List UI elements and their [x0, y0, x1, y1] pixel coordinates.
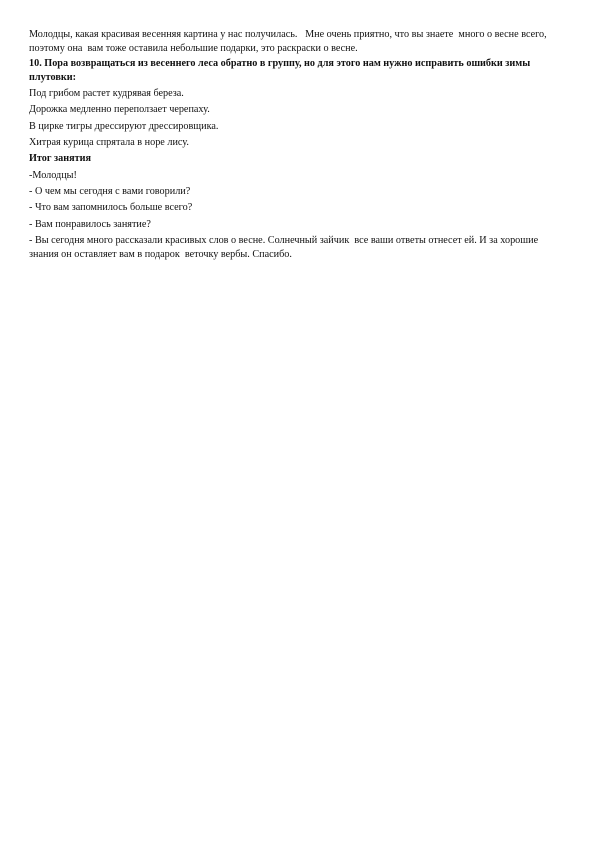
sentence-1: Под грибом растет кудрявая береза.: [29, 88, 184, 100]
sentence-3: В цирке тигры дрессируют дрессировщика.: [29, 120, 219, 132]
sentence-2: Дорожка медленно переползает черепаху.: [29, 104, 210, 116]
summary-line-3: - Что вам запомнилось больше всего?: [29, 202, 193, 214]
summary-line-2: - О чем мы сегодня с вами говорили?: [29, 185, 191, 197]
document-body: [29, 28, 565, 262]
summary-line-5: - Вы сегодня много рассказали красивых слов о весне. Солнечный зайчик все ваши ответы отнесет ей. И за хорошие знания он оставляет вам в подарок веточку вербы. Спасибо.: [29, 234, 541, 261]
paragraph-praise: Молодцы, какая красивая весенняя картина у нас получилась. Мне очень приятно, что вы знаете много о весне всего, поэтому она вам тоже оставила небольшие подарки, это раскраски о весне.: [29, 29, 550, 55]
summary-line-4: - Вам понравилось занятие?: [29, 218, 151, 230]
sentence-4: Хитрая курица спрятала в норе лису.: [29, 137, 189, 149]
summary-line-1: -Молодцы!: [29, 169, 77, 181]
section-heading-summary: Итог занятия: [29, 153, 92, 165]
paragraph-task-10: 10. Пора возвращаться из весеннего леса обратно в группу, но для этого нам нужно исправить ошибки зимы плутовки:: [29, 57, 533, 83]
